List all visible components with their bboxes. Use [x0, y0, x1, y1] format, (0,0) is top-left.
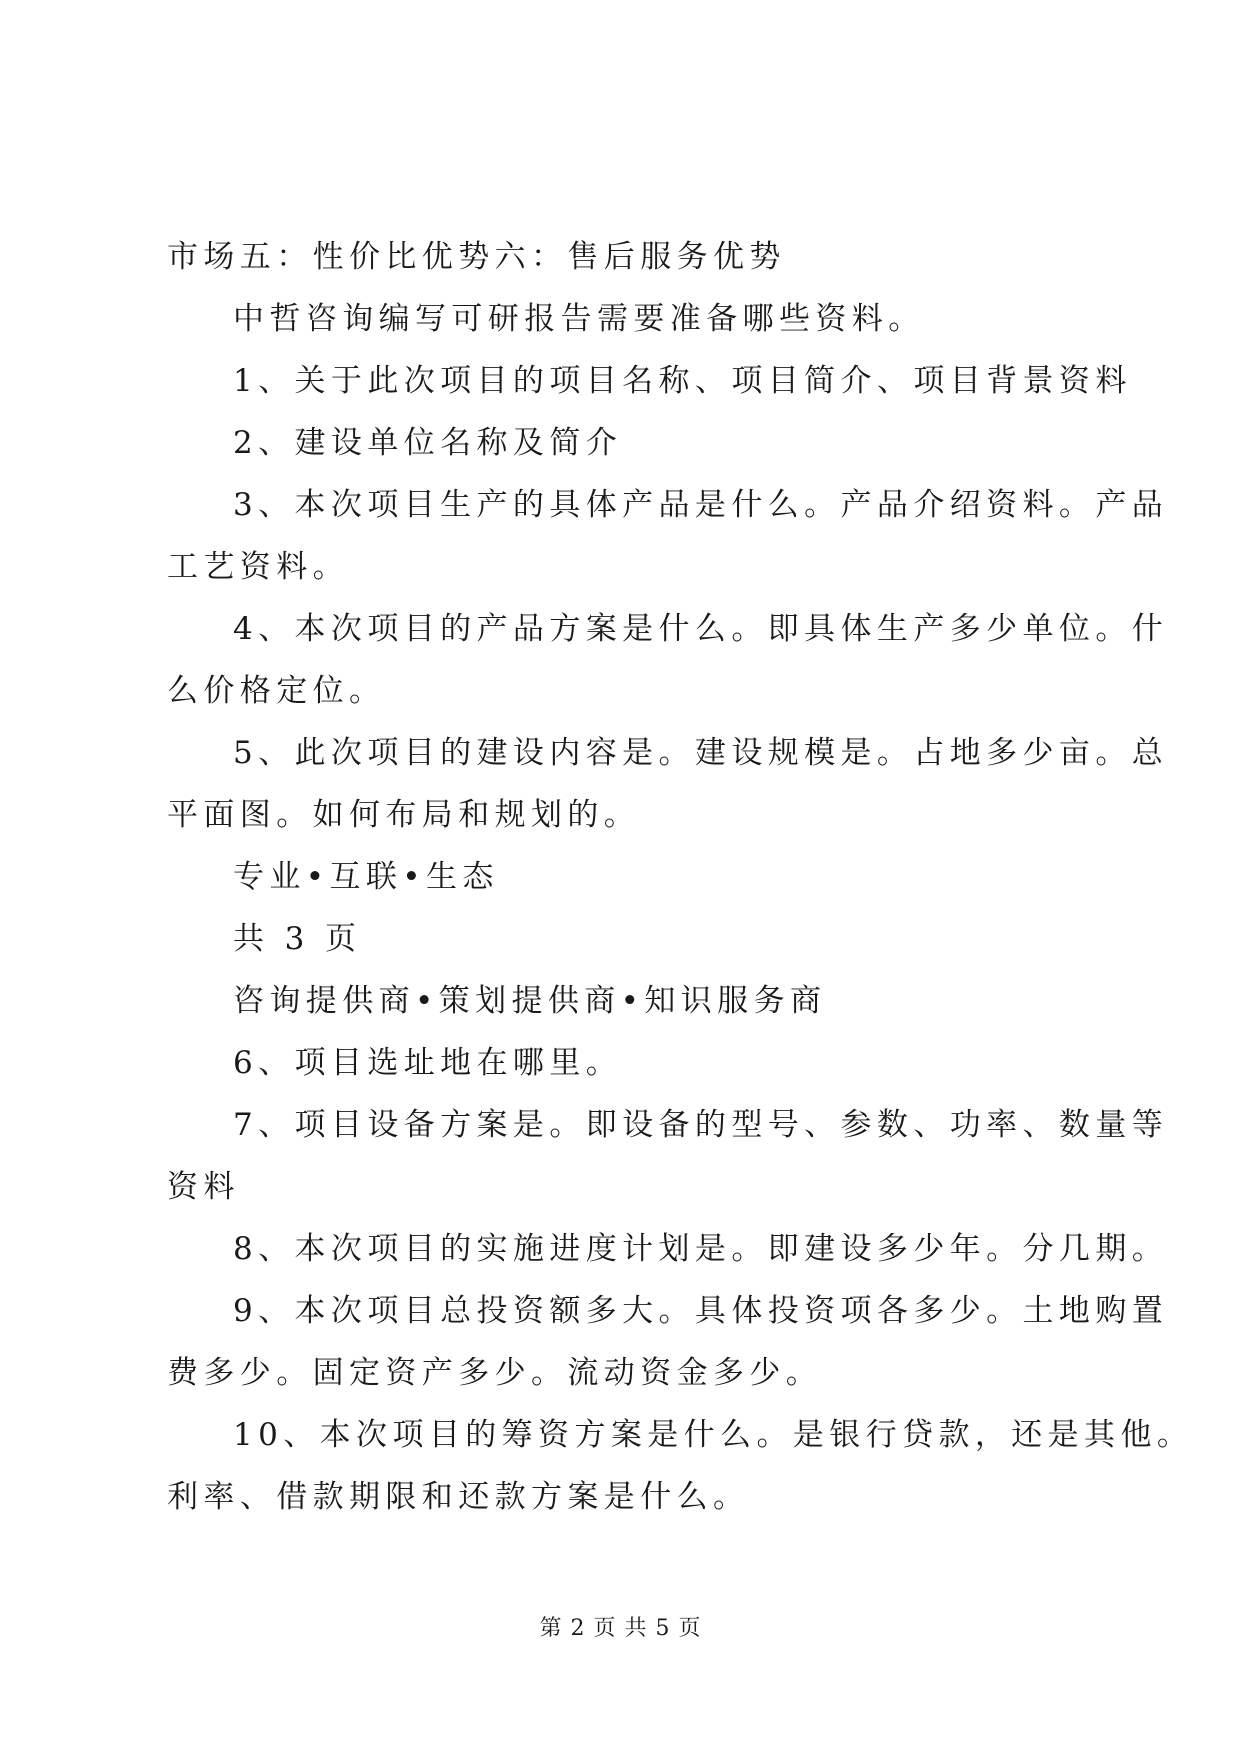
slogan-line: 专业•互联•生态 [233, 859, 499, 895]
text-line: 5、此次项目的建设内容是。建设规模是。占地多少亩。总 [233, 735, 1169, 771]
text-line: 资料 [167, 1169, 240, 1205]
text-line: 利率、借款期限和还款方案是什么。 [167, 1479, 750, 1515]
document-body [167, 226, 1194, 1528]
page-footer: 第 2 页 共 5 页 [539, 1616, 702, 1641]
text-line: 工艺资料。 [167, 549, 349, 585]
text-line: 中哲咨询编写可研报告需要准备哪些资料。 [233, 301, 925, 337]
text-line: 市场五：性价比优势六：售后服务优势 [167, 239, 786, 275]
text-line: 4、本次项目的产品方案是什么。即具体生产多少单位。什 [233, 611, 1169, 647]
text-line: 平面图。如何布局和规划的。 [167, 797, 641, 833]
text-line: 6、项目选址地在哪里。 [233, 1045, 623, 1081]
text-line: 10、本次项目的筹资方案是什么。是银行贷款，还是其他。 [233, 1417, 1194, 1453]
text-line: 2、建设单位名称及简介 [233, 425, 623, 461]
slogan-line: 咨询提供商•策划提供商•知识服务商 [233, 983, 827, 1019]
text-line: 3、本次项目生产的具体产品是什么。产品介绍资料。产品 [233, 487, 1169, 523]
text-line: 7、项目设备方案是。即设备的型号、参数、功率、数量等 [233, 1107, 1169, 1143]
text-line: 8、本次项目的实施进度计划是。即建设多少年。分几期。 [233, 1231, 1169, 1267]
text-line: 费多少。固定资产多少。流动资金多少。 [167, 1355, 823, 1391]
text-line: 9、本次项目总投资额多大。具体投资项各多少。土地购置 [233, 1293, 1169, 1329]
page-count-line: 共 3 页 [233, 921, 362, 957]
text-line: 么价格定位。 [167, 673, 386, 709]
text-line: 1、关于此次项目的项目名称、项目简介、项目背景资料 [233, 363, 1132, 399]
